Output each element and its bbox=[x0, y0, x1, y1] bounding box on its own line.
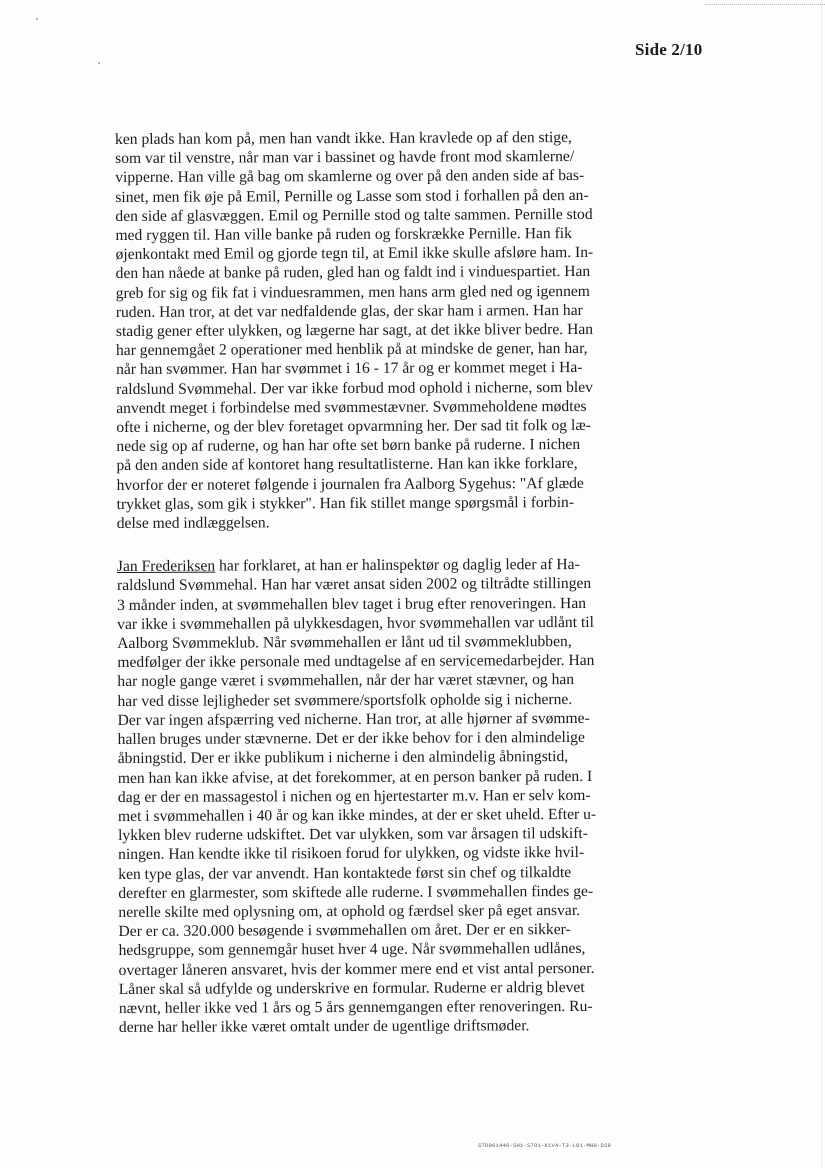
paragraph-testimony-1 bbox=[115, 128, 637, 534]
paragraph-line: derne har heller ikke været omtalt under de ugentlige driftsmøder. bbox=[118, 1017, 530, 1037]
paragraph-testimony-2 bbox=[117, 555, 639, 1037]
paragraph-line: delse med indlæggelsen. bbox=[116, 514, 270, 533]
paragraph-line: den side af glasvæggen. Emil og Pernille stod og talte sammen. Pernille stod bbox=[115, 205, 593, 225]
paragraph-line: men han kan ikke afvise, at det forekommer, at en person banker på ruden. I bbox=[117, 767, 593, 787]
paragraph-line: raldslund Svømmehal. Han har været ansat siden 2002 og tiltrådte stillingen bbox=[116, 575, 592, 595]
paragraph-line: Låner skal så udfylde og underskrive en formular. Ruderne er aldrig blevet bbox=[118, 978, 585, 998]
witness-name: Jan Frederiksen bbox=[116, 557, 216, 576]
paragraph-line: hallen bruges under stævnerne. Det er der ikke behov for i den almindelige bbox=[117, 729, 585, 749]
paragraph-line: ken plads han kom på, men han vandt ikke. Han kravlede op af den stige, bbox=[115, 129, 572, 148]
paragraph-line: var ikke i svømmehallen på ulykkesdagen, hvor svømmehallen var udlånt til bbox=[117, 613, 594, 633]
witness-intro: har forklaret, at han er halinspektør og daglig leder af Ha- bbox=[215, 556, 580, 575]
paragraph-line: 3 månder inden, at svømmehallen blev taget i brug efter renoveringen. Han bbox=[117, 594, 587, 614]
paragraph-line: med ryggen til. Han ville banke på ruden og forskrække Pernille. Han fik bbox=[115, 225, 572, 245]
paragraph-line: stadig gener efter ulykken, og lægerne har sagt, at det ikke bliver bedre. Han bbox=[115, 320, 594, 341]
paragraph-line: met i svømmehallen i 40 år og kan ikke mindes, at der er sket uheld. Efter u- bbox=[117, 805, 597, 825]
paragraph-line: hvorfor der er noteret følgende i journalen fra Aalborg Sygehus: "Af glæde bbox=[116, 474, 584, 494]
paragraph-line: den han nåede at banke på ruden, gled han og faldt ind i vinduespartiet. Han bbox=[115, 263, 591, 283]
body-text bbox=[115, 128, 639, 1038]
paragraph-line: ofte i nicherne, og der blev foretaget opvarmning her. Der sad tit folk og læ- bbox=[116, 416, 591, 437]
paragraph-line bbox=[117, 555, 637, 576]
paragraph-line: Aalborg Svømmeklub. Når svømmehallen er lånt ud til svømmeklubben, bbox=[117, 633, 572, 653]
paragraph-line: nerelle skilte med oplysning om, at ophold og færdsel sker på eget ansvar. bbox=[118, 901, 581, 921]
paragraph-line: som var til venstre, når man var i bassinet og havde front mod skamlerne/ bbox=[115, 148, 575, 168]
paragraph-line: medfølger der ikke personale med undtagelse af en servicemedarbejder. Han bbox=[117, 652, 595, 672]
paragraph-line: åbningstid. Der er ikke publikum i nicherne i den almindelig åbningstid, bbox=[117, 748, 569, 768]
paragraph-line: raldslund Svømmehal. Der var ikke forbud mod ophold i nicherne, som blev bbox=[116, 378, 593, 398]
scan-edge-top bbox=[705, 4, 825, 5]
scan-speck bbox=[36, 18, 38, 20]
scan-speck bbox=[98, 62, 100, 64]
paragraph-line: trykket glas, som gik i stykker". Han fik stillet mange spørgsmål i forbin- bbox=[116, 493, 575, 513]
paragraph-line: derefter en glarmester, som skiftede alle ruderne. I svømmehallen findes ge- bbox=[118, 882, 594, 902]
scan-edge-right bbox=[821, 0, 822, 1168]
paragraph-line: har gennemgået 2 operationer med henblik på at mindske de gener, han har, bbox=[115, 340, 588, 360]
paragraph-line: sinet, men fik øje på Emil, Pernille og Lasse som stod i forhallen på den an- bbox=[115, 186, 589, 206]
paragraph-line: når han svømmer. Han har svømmet i 16 - 17 år og er kommet meget i Ha- bbox=[116, 359, 583, 379]
page-number: Side 2/10 bbox=[635, 40, 703, 59]
paragraph-line: nævnt, heller ikke ved 1 års og 5 års gennemgangen efter renoveringen. Ru- bbox=[118, 997, 593, 1017]
paragraph-line: nede sig op af ruderne, og han har ofte set børn banke på ruderne. I nichen bbox=[116, 436, 581, 456]
paragraph-line: på den anden side af kontoret hang resultatlisterne. Han kan ikke forklare, bbox=[116, 455, 578, 475]
paragraph-line: lykken blev ruderne udskiftet. Det var ulykken, som var årsagen til udskift- bbox=[118, 825, 588, 845]
paragraph-line: vipperne. Han ville gå bag om skamlerne og over på den anden side af bas- bbox=[115, 167, 585, 187]
paragraph-line: Der er ca. 320.000 besøgende i svømmehallen om året. Der er en sikker- bbox=[118, 921, 571, 941]
paragraph-line: anvendt meget i forbindelse med svømmestævner. Svømmeholdene mødtes bbox=[116, 397, 587, 417]
document-footer-code: STD061446-SH1-S7O1-K1V4-T3-L01-MH0-D29 bbox=[478, 1142, 612, 1149]
paragraph-line: Der var ingen afspærring ved nicherne. Han tror, at alle hjørner af svømme- bbox=[117, 709, 590, 729]
paragraph-line: ningen. Han kendte ikke til risikoen forud for ulykken, og vidste ikke hvil- bbox=[118, 844, 585, 864]
paragraph-line: greb for sig og fik fat i vinduesrammen, men hans arm gled ned og igennem bbox=[115, 282, 590, 302]
paragraph-line: dag er der en massagestol i nichen og en hjertestarter m.v. Han er selv kom- bbox=[117, 786, 591, 806]
paragraph-line: har nogle gange været i svømmehallen, når der har været stævner, og han bbox=[117, 671, 575, 691]
paragraph-line: hedsgruppe, som gennemgår huset hver 4 uge. Når svømmehallen udlånes, bbox=[118, 940, 586, 960]
paragraph-line: ken type glas, der var anvendt. Han kontaktede først sin chef og tilkaldte bbox=[118, 863, 572, 883]
paragraph-line: øjenkontakt med Emil og gjorde tegn til, at Emil ikke skulle afsløre ham. In- bbox=[115, 244, 594, 264]
paragraph-line: har ved disse lejligheder set svømmere/sportsfolk opholde sig i nicherne. bbox=[117, 690, 573, 710]
paragraph-line: overtager låneren ansvaret, hvis der kommer mere end et vist antal personer. bbox=[118, 959, 595, 979]
paragraph-line: ruden. Han tror, at det var nedfaldende glas, der skar ham i armen. Han har bbox=[115, 301, 583, 321]
